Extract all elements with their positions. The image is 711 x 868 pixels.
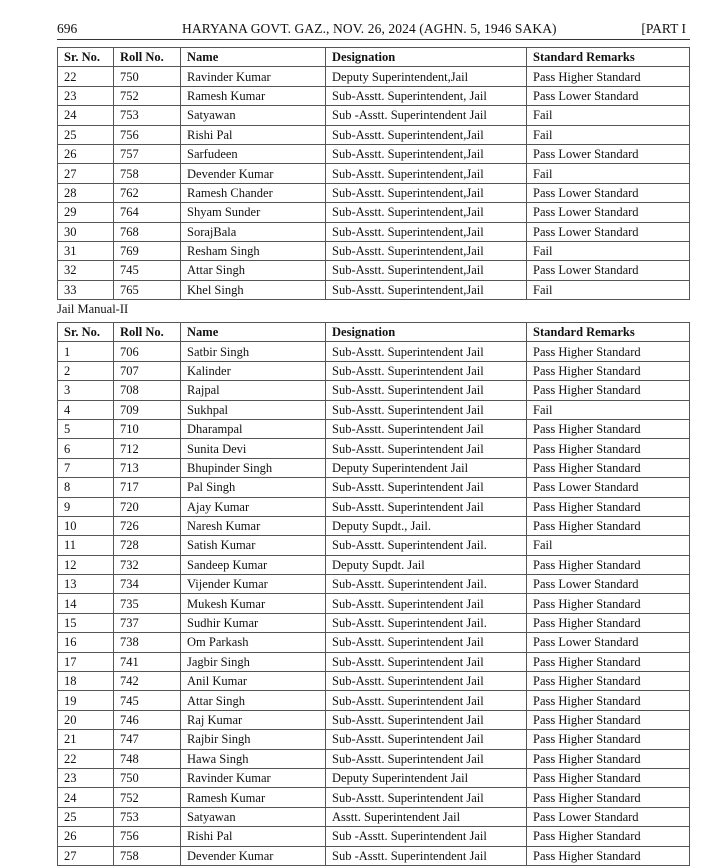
- cell-sr-no: 15: [58, 613, 114, 632]
- cell-designation: Sub-Asstt. Superintendent,Jail: [326, 222, 527, 241]
- table-row: [58, 183, 690, 202]
- cell-designation: Sub-Asstt. Superintendent Jail.: [326, 575, 527, 594]
- cell-sr-no: 10: [58, 516, 114, 535]
- cell-sr-no: 25: [58, 807, 114, 826]
- table-row: [58, 86, 690, 105]
- cell-roll-no: 745: [114, 261, 181, 280]
- cell-roll-no: 707: [114, 361, 181, 380]
- cell-designation: Sub-Asstt. Superintendent,Jail: [326, 164, 527, 183]
- cell-name: Rishi Pal: [181, 125, 326, 144]
- cell-roll-no: 738: [114, 633, 181, 652]
- cell-roll-no: 756: [114, 125, 181, 144]
- cell-designation: Sub -Asstt. Superintendent Jail: [326, 106, 527, 125]
- cell-name: Satish Kumar: [181, 536, 326, 555]
- cell-name: Jagbir Singh: [181, 652, 326, 671]
- cell-name: Hawa Singh: [181, 749, 326, 768]
- cell-sr-no: 6: [58, 439, 114, 458]
- gazette-header: [57, 20, 690, 40]
- gazette-title: HARYANA GOVT. GAZ., NOV. 26, 2024 (AGHN. 5, 1946 SAKA): [182, 21, 557, 36]
- cell-standard-remarks: Pass Higher Standard: [527, 613, 690, 632]
- part-label: [PART I: [641, 21, 686, 36]
- cell-designation: Sub-Asstt. Superintendent Jail: [326, 633, 527, 652]
- cell-sr-no: 28: [58, 183, 114, 202]
- cell-designation: Sub-Asstt. Superintendent Jail.: [326, 536, 527, 555]
- cell-sr-no: 3: [58, 381, 114, 400]
- table-row: [58, 555, 690, 574]
- cell-roll-no: 712: [114, 439, 181, 458]
- cell-standard-remarks: Pass Higher Standard: [527, 691, 690, 710]
- table-row: [58, 400, 690, 419]
- table-row: [58, 516, 690, 535]
- table-row: [58, 164, 690, 183]
- page-number: 696: [57, 21, 78, 36]
- cell-designation: Sub-Asstt. Superintendent,Jail: [326, 241, 527, 260]
- cell-designation: Sub-Asstt. Superintendent Jail: [326, 381, 527, 400]
- table-row: [58, 807, 690, 826]
- cell-roll-no: 737: [114, 613, 181, 632]
- cell-sr-no: 22: [58, 749, 114, 768]
- cell-roll-no: 750: [114, 768, 181, 787]
- cell-name: Om Parkash: [181, 633, 326, 652]
- cell-name: Satyawan: [181, 807, 326, 826]
- cell-standard-remarks: Pass Lower Standard: [527, 633, 690, 652]
- table-row: [58, 144, 690, 163]
- cell-name: Sarfudeen: [181, 144, 326, 163]
- cell-sr-no: 17: [58, 652, 114, 671]
- cell-standard-remarks: Pass Higher Standard: [527, 846, 690, 865]
- cell-sr-no: 21: [58, 730, 114, 749]
- cell-roll-no: 717: [114, 478, 181, 497]
- cell-name: Vijender Kumar: [181, 575, 326, 594]
- table-row: [58, 710, 690, 729]
- cell-name: Sukhpal: [181, 400, 326, 419]
- cell-name: Bhupinder Singh: [181, 458, 326, 477]
- cell-roll-no: 713: [114, 458, 181, 477]
- cell-name: Pal Singh: [181, 478, 326, 497]
- cell-roll-no: 748: [114, 749, 181, 768]
- cell-standard-remarks: Fail: [527, 164, 690, 183]
- col-header-sr-no: Sr. No.: [58, 323, 114, 342]
- cell-sr-no: 32: [58, 261, 114, 280]
- table-row: [58, 361, 690, 380]
- cell-standard-remarks: Pass Higher Standard: [527, 67, 690, 86]
- cell-sr-no: 26: [58, 827, 114, 846]
- cell-sr-no: 13: [58, 575, 114, 594]
- table-row: [58, 730, 690, 749]
- cell-sr-no: 12: [58, 555, 114, 574]
- table-row: [58, 613, 690, 632]
- cell-standard-remarks: Pass Higher Standard: [527, 497, 690, 516]
- cell-name: Attar Singh: [181, 691, 326, 710]
- cell-name: Sudhir Kumar: [181, 613, 326, 632]
- cell-name: Kalinder: [181, 361, 326, 380]
- cell-sr-no: 31: [58, 241, 114, 260]
- cell-standard-remarks: Pass Higher Standard: [527, 827, 690, 846]
- cell-roll-no: 769: [114, 241, 181, 260]
- cell-roll-no: 746: [114, 710, 181, 729]
- table-row: [58, 106, 690, 125]
- cell-designation: Sub-Asstt. Superintendent Jail: [326, 788, 527, 807]
- cell-standard-remarks: Pass Lower Standard: [527, 183, 690, 202]
- cell-roll-no: 753: [114, 106, 181, 125]
- table-row: [58, 280, 690, 299]
- cell-designation: Sub -Asstt. Superintendent Jail: [326, 846, 527, 865]
- col-header-designation: Designation: [326, 323, 527, 342]
- cell-roll-no: 708: [114, 381, 181, 400]
- cell-sr-no: 23: [58, 768, 114, 787]
- cell-standard-remarks: Pass Higher Standard: [527, 342, 690, 361]
- cell-name: Anil Kumar: [181, 672, 326, 691]
- results-table-1: [57, 47, 690, 300]
- cell-standard-remarks: Pass Higher Standard: [527, 555, 690, 574]
- table-row: [58, 846, 690, 865]
- cell-sr-no: 5: [58, 419, 114, 438]
- table-row: [58, 633, 690, 652]
- cell-name: Ravinder Kumar: [181, 768, 326, 787]
- cell-designation: Sub-Asstt. Superintendent Jail: [326, 439, 527, 458]
- cell-standard-remarks: Pass Higher Standard: [527, 419, 690, 438]
- cell-name: Satyawan: [181, 106, 326, 125]
- cell-designation: Deputy Superintendent Jail: [326, 768, 527, 787]
- cell-standard-remarks: Pass Higher Standard: [527, 439, 690, 458]
- cell-standard-remarks: Pass Higher Standard: [527, 749, 690, 768]
- cell-roll-no: 732: [114, 555, 181, 574]
- cell-sr-no: 30: [58, 222, 114, 241]
- cell-designation: Deputy Supdt., Jail.: [326, 516, 527, 535]
- cell-designation: Sub-Asstt. Superintendent Jail: [326, 672, 527, 691]
- table-row: [58, 478, 690, 497]
- cell-name: Rishi Pal: [181, 827, 326, 846]
- cell-standard-remarks: Pass Lower Standard: [527, 575, 690, 594]
- cell-sr-no: 11: [58, 536, 114, 555]
- cell-roll-no: 745: [114, 691, 181, 710]
- cell-roll-no: 726: [114, 516, 181, 535]
- table-row: [58, 125, 690, 144]
- cell-roll-no: 728: [114, 536, 181, 555]
- cell-designation: Sub-Asstt. Superintendent Jail: [326, 361, 527, 380]
- cell-sr-no: 26: [58, 144, 114, 163]
- cell-name: Rajbir Singh: [181, 730, 326, 749]
- cell-designation: Deputy Superintendent,Jail: [326, 67, 527, 86]
- cell-designation: Sub-Asstt. Superintendent Jail: [326, 400, 527, 419]
- cell-name: Ravinder Kumar: [181, 67, 326, 86]
- table-row: [58, 439, 690, 458]
- cell-sr-no: 20: [58, 710, 114, 729]
- col-header-standard-remarks: Standard Remarks: [527, 323, 690, 342]
- col-header-designation: Designation: [326, 48, 527, 67]
- cell-standard-remarks: Pass Higher Standard: [527, 672, 690, 691]
- cell-designation: Sub-Asstt. Superintendent Jail: [326, 497, 527, 516]
- cell-standard-remarks: Pass Higher Standard: [527, 730, 690, 749]
- cell-name: Mukesh Kumar: [181, 594, 326, 613]
- cell-roll-no: 756: [114, 827, 181, 846]
- cell-sr-no: 1: [58, 342, 114, 361]
- table-row: [58, 67, 690, 86]
- cell-sr-no: 2: [58, 361, 114, 380]
- cell-designation: Deputy Superintendent Jail: [326, 458, 527, 477]
- cell-designation: Sub-Asstt. Superintendent Jail: [326, 419, 527, 438]
- cell-sr-no: 9: [58, 497, 114, 516]
- col-header-sr-no: Sr. No.: [58, 48, 114, 67]
- cell-standard-remarks: Fail: [527, 125, 690, 144]
- table-row: [58, 652, 690, 671]
- cell-designation: Sub-Asstt. Superintendent,Jail: [326, 183, 527, 202]
- cell-standard-remarks: Fail: [527, 106, 690, 125]
- cell-name: Shyam Sunder: [181, 203, 326, 222]
- cell-designation: Sub-Asstt. Superintendent Jail: [326, 710, 527, 729]
- cell-roll-no: 768: [114, 222, 181, 241]
- cell-standard-remarks: Fail: [527, 241, 690, 260]
- cell-standard-remarks: Pass Higher Standard: [527, 594, 690, 613]
- cell-name: Ajay Kumar: [181, 497, 326, 516]
- cell-designation: Sub-Asstt. Superintendent,Jail: [326, 203, 527, 222]
- cell-designation: Sub-Asstt. Superintendent Jail: [326, 478, 527, 497]
- cell-roll-no: 750: [114, 67, 181, 86]
- cell-roll-no: 735: [114, 594, 181, 613]
- cell-sr-no: 18: [58, 672, 114, 691]
- table-row: [58, 381, 690, 400]
- cell-sr-no: 8: [58, 478, 114, 497]
- cell-roll-no: 709: [114, 400, 181, 419]
- cell-standard-remarks: Fail: [527, 280, 690, 299]
- cell-sr-no: 24: [58, 106, 114, 125]
- cell-name: Attar Singh: [181, 261, 326, 280]
- cell-designation: Sub -Asstt. Superintendent Jail: [326, 827, 527, 846]
- cell-designation: Sub-Asstt. Superintendent,Jail: [326, 280, 527, 299]
- cell-name: Khel Singh: [181, 280, 326, 299]
- cell-standard-remarks: Pass Lower Standard: [527, 807, 690, 826]
- table-row: [58, 575, 690, 594]
- cell-name: Devender Kumar: [181, 846, 326, 865]
- cell-sr-no: 22: [58, 67, 114, 86]
- table-row: [58, 788, 690, 807]
- cell-designation: Sub-Asstt. Superintendent Jail.: [326, 613, 527, 632]
- cell-sr-no: 19: [58, 691, 114, 710]
- cell-standard-remarks: Fail: [527, 536, 690, 555]
- cell-roll-no: 765: [114, 280, 181, 299]
- table-row: [58, 222, 690, 241]
- cell-name: Sandeep Kumar: [181, 555, 326, 574]
- cell-roll-no: 710: [114, 419, 181, 438]
- cell-sr-no: 25: [58, 125, 114, 144]
- table-header-row: [58, 48, 690, 67]
- results-table-2: [57, 322, 690, 866]
- cell-sr-no: 33: [58, 280, 114, 299]
- cell-roll-no: 747: [114, 730, 181, 749]
- cell-standard-remarks: Pass Lower Standard: [527, 86, 690, 105]
- cell-sr-no: 4: [58, 400, 114, 419]
- table-row: [58, 458, 690, 477]
- cell-standard-remarks: Pass Higher Standard: [527, 710, 690, 729]
- cell-designation: Deputy Supdt. Jail: [326, 555, 527, 574]
- cell-roll-no: 758: [114, 164, 181, 183]
- cell-name: SorajBala: [181, 222, 326, 241]
- cell-standard-remarks: Pass Higher Standard: [527, 381, 690, 400]
- cell-standard-remarks: Pass Higher Standard: [527, 516, 690, 535]
- cell-sr-no: 14: [58, 594, 114, 613]
- table-row: [58, 536, 690, 555]
- cell-sr-no: 27: [58, 846, 114, 865]
- cell-designation: Sub-Asstt. Superintendent Jail: [326, 749, 527, 768]
- cell-designation: Sub-Asstt. Superintendent, Jail: [326, 86, 527, 105]
- cell-designation: Sub-Asstt. Superintendent,Jail: [326, 125, 527, 144]
- cell-designation: Sub-Asstt. Superintendent Jail: [326, 730, 527, 749]
- cell-roll-no: 752: [114, 788, 181, 807]
- table-row: [58, 342, 690, 361]
- table-row: [58, 749, 690, 768]
- cell-roll-no: 734: [114, 575, 181, 594]
- col-header-standard-remarks: Standard Remarks: [527, 48, 690, 67]
- section-label-jail-manual-ii: Jail Manual-II: [57, 302, 129, 316]
- cell-name: Resham Singh: [181, 241, 326, 260]
- cell-roll-no: 758: [114, 846, 181, 865]
- cell-sr-no: 27: [58, 164, 114, 183]
- table-row: [58, 241, 690, 260]
- table-row: [58, 261, 690, 280]
- cell-name: Ramesh Chander: [181, 183, 326, 202]
- cell-sr-no: 16: [58, 633, 114, 652]
- cell-name: Ramesh Kumar: [181, 86, 326, 105]
- col-header-roll-no: Roll No.: [114, 323, 181, 342]
- table-row: [58, 768, 690, 787]
- table-header-row: [58, 323, 690, 342]
- table-row: [58, 691, 690, 710]
- cell-sr-no: 23: [58, 86, 114, 105]
- cell-name: Dharampal: [181, 419, 326, 438]
- cell-standard-remarks: Pass Lower Standard: [527, 203, 690, 222]
- cell-standard-remarks: Pass Lower Standard: [527, 478, 690, 497]
- cell-standard-remarks: Pass Higher Standard: [527, 788, 690, 807]
- table-row: [58, 594, 690, 613]
- table-row: [58, 203, 690, 222]
- cell-standard-remarks: Pass Higher Standard: [527, 652, 690, 671]
- table-row: [58, 672, 690, 691]
- table-row: [58, 497, 690, 516]
- cell-standard-remarks: Pass Higher Standard: [527, 458, 690, 477]
- col-header-name: Name: [181, 48, 326, 67]
- cell-designation: Sub-Asstt. Superintendent Jail: [326, 691, 527, 710]
- cell-designation: Sub-Asstt. Superintendent Jail: [326, 594, 527, 613]
- cell-roll-no: 753: [114, 807, 181, 826]
- cell-roll-no: 706: [114, 342, 181, 361]
- cell-name: Sunita Devi: [181, 439, 326, 458]
- cell-roll-no: 741: [114, 652, 181, 671]
- table-row: [58, 827, 690, 846]
- cell-roll-no: 757: [114, 144, 181, 163]
- cell-name: Rajpal: [181, 381, 326, 400]
- cell-designation: Sub-Asstt. Superintendent Jail: [326, 652, 527, 671]
- table-row: [58, 419, 690, 438]
- cell-name: Devender Kumar: [181, 164, 326, 183]
- cell-sr-no: 7: [58, 458, 114, 477]
- cell-roll-no: 720: [114, 497, 181, 516]
- cell-name: Raj Kumar: [181, 710, 326, 729]
- cell-standard-remarks: Pass Higher Standard: [527, 361, 690, 380]
- cell-designation: Sub-Asstt. Superintendent,Jail: [326, 144, 527, 163]
- cell-name: Satbir Singh: [181, 342, 326, 361]
- cell-name: Ramesh Kumar: [181, 788, 326, 807]
- cell-standard-remarks: Pass Lower Standard: [527, 261, 690, 280]
- col-header-name: Name: [181, 323, 326, 342]
- cell-standard-remarks: Fail: [527, 400, 690, 419]
- cell-standard-remarks: Pass Lower Standard: [527, 144, 690, 163]
- cell-sr-no: 29: [58, 203, 114, 222]
- cell-designation: Asstt. Superintendent Jail: [326, 807, 527, 826]
- cell-designation: Sub-Asstt. Superintendent Jail: [326, 342, 527, 361]
- cell-roll-no: 752: [114, 86, 181, 105]
- cell-roll-no: 742: [114, 672, 181, 691]
- cell-sr-no: 24: [58, 788, 114, 807]
- col-header-roll-no: Roll No.: [114, 48, 181, 67]
- cell-roll-no: 762: [114, 183, 181, 202]
- cell-name: Naresh Kumar: [181, 516, 326, 535]
- cell-standard-remarks: Pass Higher Standard: [527, 768, 690, 787]
- cell-roll-no: 764: [114, 203, 181, 222]
- cell-designation: Sub-Asstt. Superintendent,Jail: [326, 261, 527, 280]
- cell-standard-remarks: Pass Lower Standard: [527, 222, 690, 241]
